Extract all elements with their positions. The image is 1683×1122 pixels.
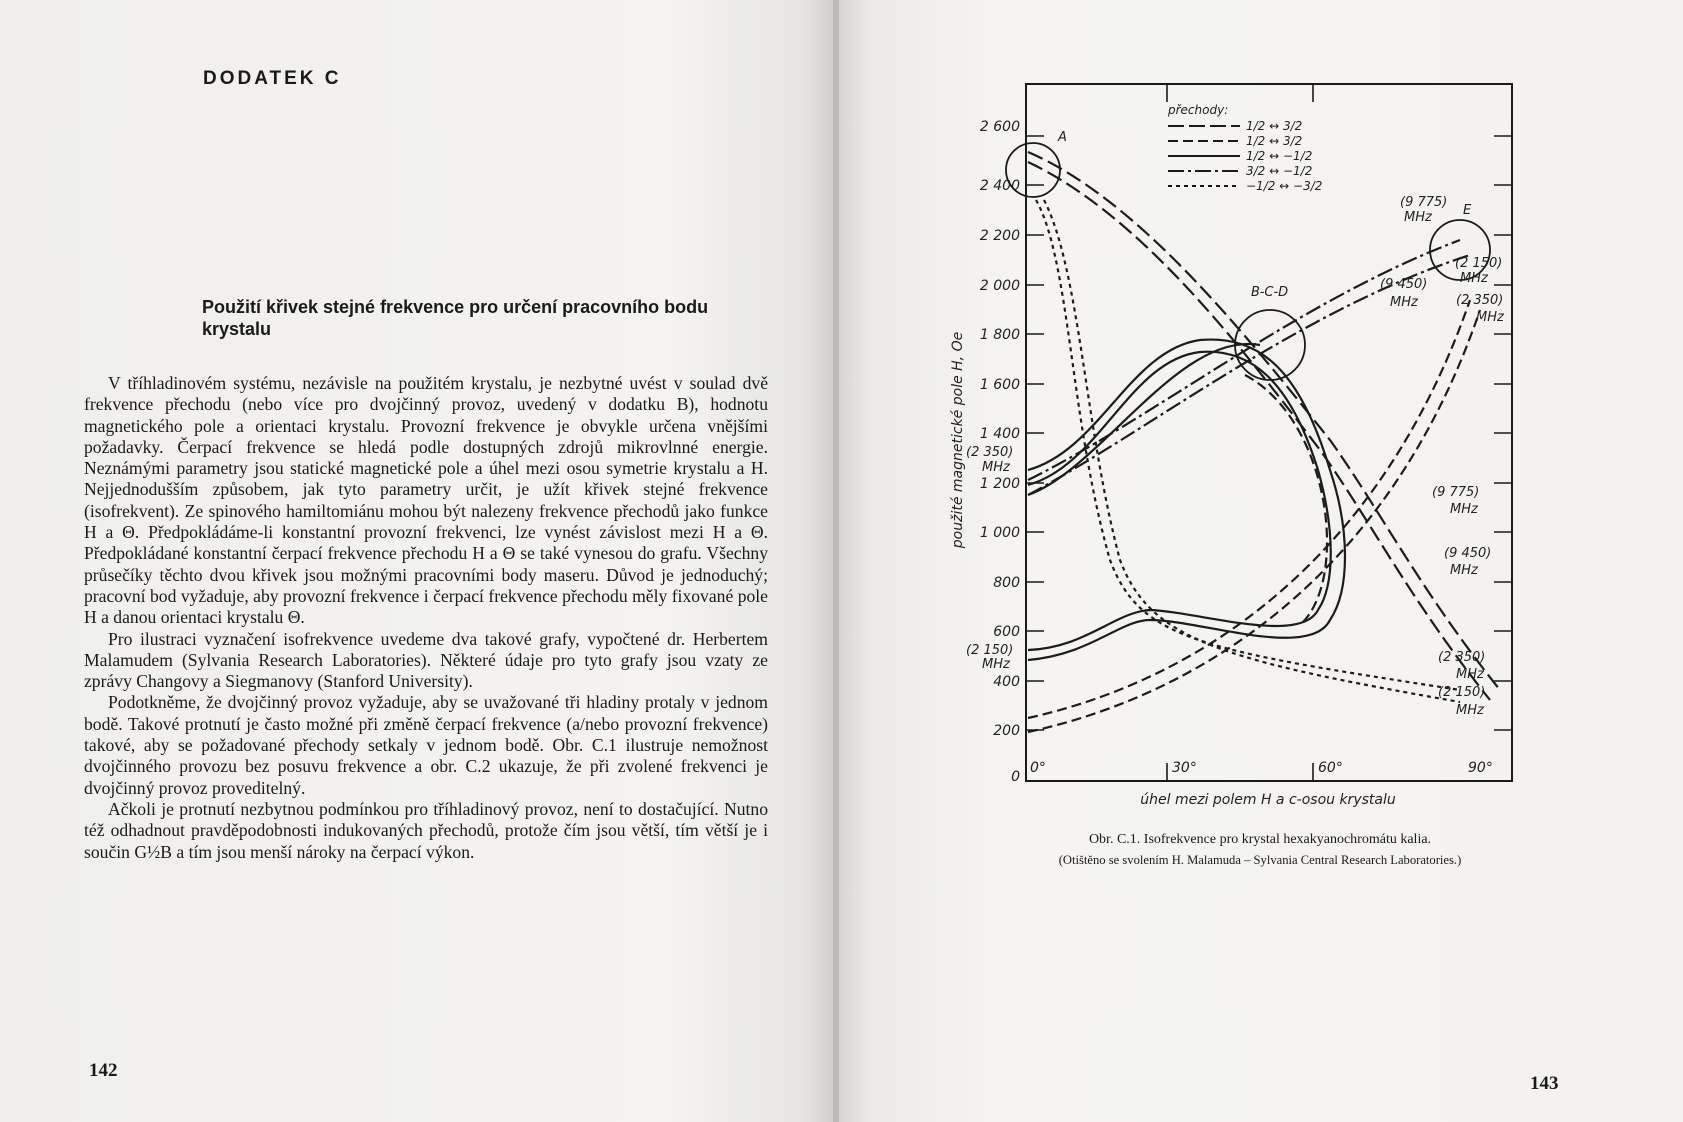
y-tick-label: 2 400 <box>979 178 1020 194</box>
y-tick-label: 1 400 <box>979 426 1020 442</box>
caption-credit: (Otištěno se svolením H. Malamuda – Sylvania Central Research Laboratories.) <box>1058 853 1462 867</box>
legend-label: −1/2 ↔ −3/2 <box>1246 179 1323 193</box>
paragraph: Pro ilustraci vyznačení isofrekvence uvedeme dva takové grafy, vypočtené dr. Herbertem Malamudem (Sylvania Research Laboratories). Některé údaje pro tyto grafy jsou vzaty ze zprávy Changovy a Siegmanovy (Stanford University). <box>84 628 768 692</box>
legend-label: 3/2 ↔ −1/2 <box>1246 164 1313 178</box>
legend-label: 1/2 ↔ −1/2 <box>1246 149 1313 163</box>
chapter-heading: DODATEK C <box>203 68 342 89</box>
mhz-label: MHz <box>1456 703 1484 718</box>
label-E: E <box>1463 203 1472 218</box>
y-axis-label: použité magnetické pole H, Oe <box>950 331 966 549</box>
freq-label: (2 150) <box>1455 256 1503 271</box>
y-tick-label: 200 <box>993 723 1020 739</box>
figure-caption <box>940 830 1580 870</box>
y-tick-label: 1 200 <box>979 476 1020 492</box>
y-tick-label: 2 000 <box>979 278 1020 294</box>
intersection-circle-A <box>1006 143 1060 197</box>
label-A: A <box>1058 130 1067 145</box>
legend-label: 1/2 ↔ 3/2 <box>1246 134 1303 148</box>
freq-label: (9 775) <box>1432 485 1480 500</box>
page-number-left: 142 <box>89 1060 118 1081</box>
legend-label: 1/2 ↔ 3/2 <box>1246 119 1303 133</box>
mhz-label: MHz <box>1460 271 1488 286</box>
curve-long-dash-2 <box>1028 162 1490 700</box>
mhz-label: MHz <box>1476 310 1504 325</box>
caption-line: Obr. C.1. Isofrekvence pro krystal hexakyanochromátu kalia. <box>1088 832 1432 847</box>
mhz-label: MHz <box>1390 295 1418 310</box>
freq-label: (2 350) <box>1456 293 1504 308</box>
freq-label: (2 150) <box>1438 685 1486 700</box>
section-heading: Použití křivek stejné frekvence pro určení pracovního bodu krystalu <box>202 297 709 339</box>
paragraph: Podotkněme, že dvojčinný provoz vyžaduje, aby se uvažované tři hladiny protaly v jednom bodě. Takové protnutí je často možné při změně čerpací frekvence (a/nebo provozní frekvence) takové, aby se požadované přechody setkaly v jednom bodě. Obr. C.1 ilustruje nemožnost dvojčinného provozu bez posuvu frekvence a obr. C.2 ukazuje, že při zvolené frekvenci je dvojčinný provoz proveditelný. <box>84 692 768 798</box>
freq-label: (2 350) <box>966 445 1014 460</box>
mhz-label: MHz <box>1450 563 1478 578</box>
paragraph: V tříhladinovém systému, nezávisle na použitém krystalu, je nezbytné uvést v soulad dvě frekvence přechodu (nebo více pro dvojčinný provoz, uvedený v dodatku B), hodnotu magnetického pole a orientaci krystalu. Provozní frekvence je obvykle určena vnějšími požadavky. Čerpací frekvence se hledá podle dostupných zdrojů mikrovlnné energie. Neznámými parametry jsou statické magnetické pole a úhel mezi osou symetrie krystalu a H. Nejjednodušším způsobem, jak tyto parametry určit, je užít křivek stejné frekvence (isofrekvent). Ze spinového hamiltomiánu mohou být nalezeny frekvence přechodů jako funkce H a Θ. Předpokládáme-li konstantní provozní frekvenci, lze vynést závislost mezi H a Θ. Předpokládané konstantní čerpací frekvence přechodu H a Θ se také vynesou do grafu. Všechny průsečíky těchto dvou křivek jsou možnými pracovními body maseru. Důvod je jednoduchý; pracovní bod vyžaduje, aby provozní frekvence i čerpací frekvence přechodu měly fixované pole H a danou orientaci krystalu Θ. <box>84 373 768 628</box>
y-tick-label: 2 600 <box>979 119 1020 135</box>
mhz-label: MHz <box>1450 502 1478 517</box>
y-tick-label: 1 600 <box>979 377 1020 393</box>
freq-label: (2 350) <box>1438 650 1486 665</box>
x-tick-label: 0° <box>1030 760 1046 776</box>
y-tick-label: 0 <box>1011 769 1020 785</box>
x-tick-label: 60° <box>1318 760 1343 776</box>
curve-medium-dash-2 <box>1028 310 1480 732</box>
curve-solid-3 <box>1028 344 1260 495</box>
x-tick-label: 90° <box>1468 760 1493 776</box>
page-number-right: 143 <box>1530 1073 1559 1094</box>
mhz-label: MHz <box>982 657 1010 672</box>
freq-label: (9 450) <box>1444 546 1492 561</box>
y-tick-label: 1 800 <box>979 327 1020 343</box>
y-tick-label: 800 <box>993 575 1020 591</box>
curves <box>1028 152 1503 732</box>
curve-short-dash-2 <box>1044 200 1460 702</box>
freq-label: (9 450) <box>1380 277 1428 292</box>
y-tick-label: 1 000 <box>979 525 1020 541</box>
curve-long-dash-1 <box>1028 152 1503 690</box>
y-tick-label: 2 200 <box>979 228 1020 244</box>
x-axis-label: úhel mezi polem H a c-osou krystalu <box>1140 792 1396 808</box>
x-tick-label: 30° <box>1172 760 1197 776</box>
label-BCD: B-C-D <box>1251 285 1289 300</box>
freq-label: (9 775) <box>1400 195 1448 210</box>
legend-title: přechody: <box>1168 103 1229 117</box>
y-tick-label: 600 <box>993 624 1020 640</box>
freq-label: (2 150) <box>966 643 1014 658</box>
mhz-label: MHz <box>1404 210 1432 225</box>
mhz-label: MHz <box>982 460 1010 475</box>
mhz-label: MHz <box>1456 667 1484 682</box>
paragraph: Ačkoli je protnutí nezbytnou podmínkou pro tříhladinový provoz, není to dostačující. Nutno též odhadnout pravděpodobnosti indukovaných přechodů, protože čím jsou větší, tím větší je i součin G½B a tím jsou menší nároky na čerpací výkon. <box>84 798 768 862</box>
y-tick-label: 400 <box>993 674 1020 690</box>
